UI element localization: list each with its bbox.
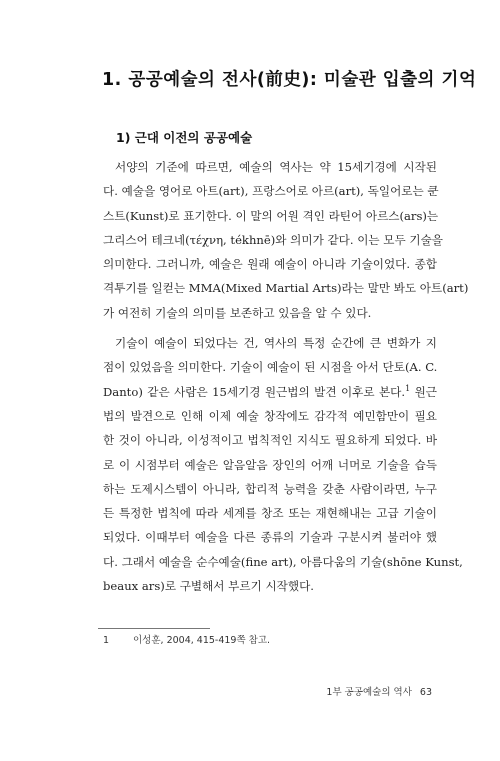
text-line: 격투기를 일컫는 MMA(Mixed Martial Arts)라는 말만 봐도 아트(art) <box>103 281 469 296</box>
footnote-text: 이성훈, 2004, 415-419쪽 참고. <box>133 635 271 646</box>
text-line: 법의 발견으로 인해 이제 예술 창작에도 감각적 예민함만이 필요 <box>103 408 437 423</box>
text-line: 한 것이 아니라, 이성적이고 법칙적인 지식도 필요하게 되었다. 바 <box>103 433 437 448</box>
paragraph-2 <box>103 331 463 598</box>
body-text <box>103 155 469 598</box>
text-line: 든 특정한 법칙에 따라 세계를 창조 또는 재현해내는 고급 기술이 <box>103 506 437 521</box>
text-line: 스트(Kunst)로 표기한다. 이 말의 어원 격인 라틴어 아르스(ars)는 <box>103 208 439 223</box>
text-segment: Danto) 같은 사람은 15세기경 원근법의 발견 이후로 본다. <box>103 384 406 399</box>
text-segment: 원근 <box>410 384 437 399</box>
text-line: 서양의 기준에 따르면, 예술의 역사는 약 15세기경에 시작된 <box>115 160 437 174</box>
footnote <box>103 632 270 646</box>
text-line: 기술이 예술이 되었다는 건, 역사의 특정 순간에 큰 변화가 지 <box>115 336 437 351</box>
footnote-number: 1 <box>103 635 110 646</box>
paragraph-1 <box>103 155 469 325</box>
text-line: 되었다. 이때부터 예술을 다른 종류의 기술과 구분시켜 불러야 했 <box>103 530 437 545</box>
text-line: 다. 그래서 예술을 순수예술(fine art), 아름다움의 기술(shōne Kunst, <box>103 554 463 569</box>
running-footer <box>326 684 432 698</box>
section-title: 1) 근대 이전의 공공예술 <box>116 130 253 145</box>
footer-part-label: 1부 공공예술의 역사 <box>326 687 412 698</box>
footnote-divider <box>98 628 210 629</box>
text-line: 의미한다. 그러니까, 예술은 원래 예술이 아니라 기술이었다. 종합 <box>103 257 437 272</box>
text-line: 그리스어 테크네(τέχνη, tékhnē)와 의미가 같다. 이는 모두 기술을 <box>103 232 443 247</box>
text-line: 점이 있었음을 의미한다. 기술이 예술이 된 시점을 아서 단토(A. C. <box>103 360 438 375</box>
chapter-title: 1. 공공예술의 전사(前史): 미술관 입출의 기억 <box>102 70 477 90</box>
text-line: beaux ars)로 구별해서 부르기 시작했다. <box>103 579 314 594</box>
text-line: 하는 도제시스템이 아니라, 합리적 능력을 갖춘 사람이라면, 누구 <box>103 481 437 496</box>
text-line: 로 이 시점부터 예술은 알음알음 장인의 어깨 너머로 기술을 습득 <box>103 457 437 472</box>
page-number: 63 <box>419 687 432 698</box>
footnote-reference[interactable]: 1 <box>405 383 411 393</box>
text-line: 가 여전히 기술의 의미를 보존하고 있음을 알 수 있다. <box>103 305 372 320</box>
text-line-with-footnote <box>103 380 437 404</box>
text-line: 다. 예술을 영어로 아트(art), 프랑스어로 아르(art), 독일어로는 쿤 <box>103 184 439 199</box>
